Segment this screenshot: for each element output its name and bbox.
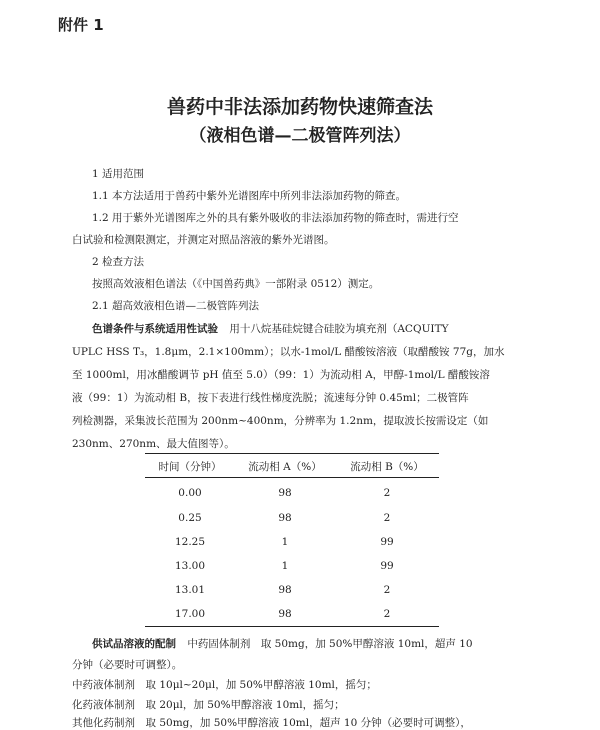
sample-line1 [92, 636, 473, 651]
table-bottom-rule [145, 626, 439, 627]
conditions-line5: 列检测器，采集波长范围为 200nm~400nm，分辨率为 1.2nm，提取波长按需设定（如 [72, 415, 489, 427]
table-cell: 1 [281, 536, 289, 548]
table-cell: 2 [383, 584, 391, 596]
sample-line3: 中药液体制剂 取 10μl~20μl，加 50%甲醇溶液 10ml，摇匀； [72, 679, 377, 691]
document-title: 兽药中非法添加药物快速筛查法 [166, 96, 433, 118]
sample-line2: 分钟（必要时可调整）。 [72, 659, 183, 671]
table-cell: 2 [383, 512, 391, 524]
document-subtitle: （液相色谱—二极管阵列法） [189, 126, 411, 146]
section-1-heading: 1 适用范围 [92, 168, 145, 180]
sample-label: 供试品溶液的配制 [92, 638, 176, 650]
table-cell: 98 [278, 584, 292, 596]
conditions-text-1: 用十八烷基硅烷键合硅胶为填充剂（ACQUITY [229, 323, 449, 335]
section-1-2-line2: 白试验和检测限测定，并测定对照品溶液的紫外光谱图。 [72, 234, 335, 246]
sample-line5: 其他化药制剂 取 50mg，加 50%甲醇溶液 10ml，超声 10 分钟（必要时可调整）， [72, 717, 471, 729]
table-cell: 1 [281, 560, 289, 572]
sample-text-1: 中药固体制剂 取 50mg，加 50%甲醇溶液 10ml，超声 10 [187, 638, 473, 650]
table-header-phase-b: 流动相 B（%） [350, 461, 424, 473]
table-header-time: 时间（分钟） [158, 461, 222, 473]
table-cell: 13.01 [174, 584, 206, 596]
conditions-line4: 液（99：1）为流动相 B，按下表进行线性梯度洗脱；流速每分钟 0.45ml；二极管阵 [72, 392, 469, 404]
table-top-rule [145, 453, 439, 454]
conditions-line2: UPLC HSS T₃，1.8μm，2.1×100mm）；以水-1mol/L 醋酸铵溶液（取醋酸铵 77g，加水 [72, 346, 505, 358]
table-cell: 13.00 [174, 560, 206, 572]
conditions-line3: 至 1000ml，用冰醋酸调节 pH 值至 5.0）（99：1）为流动相 A，甲醇-1mol/L 醋酸铵溶 [72, 369, 490, 381]
table-cell: 99 [380, 536, 394, 548]
table-cell: 12.25 [174, 536, 206, 548]
table-cell: 98 [278, 487, 292, 499]
table-cell: 0.25 [178, 512, 202, 524]
section-1-1: 1.1 本方法适用于兽药中紫外光谱图库中所列非法添加药物的筛查。 [92, 190, 407, 202]
section-2-text: 按照高效液相色谱法（《中国兽药典》一部附录 0512）测定。 [92, 278, 380, 290]
table-cell: 98 [278, 608, 292, 620]
table-header-rule [145, 477, 439, 478]
table-cell: 0.00 [178, 487, 202, 499]
section-2-heading: 2 检查方法 [92, 256, 145, 268]
table-cell: 2 [383, 608, 391, 620]
sample-line4: 化药液体制剂 取 20μl，加 50%甲醇溶液 10ml，摇匀； [72, 699, 345, 711]
table-header-phase-a: 流动相 A（%） [248, 461, 322, 473]
attachment-label: 附件 1 [58, 16, 104, 34]
conditions-line6: 230nm、270nm、最大值图等）。 [72, 438, 235, 450]
table-cell: 17.00 [174, 608, 206, 620]
table-cell: 2 [383, 487, 391, 499]
table-cell: 99 [380, 560, 394, 572]
conditions-label: 色谱条件与系统适用性试验 [92, 323, 218, 335]
section-1-2-line1: 1.2 用于紫外光谱图库之外的具有紫外吸收的非法添加药物的筛查时，需进行空 [92, 212, 459, 224]
section-2-1-heading: 2.1 超高效液相色谱—二极管阵列法 [92, 300, 260, 312]
conditions-line1 [92, 321, 449, 336]
table-cell: 98 [278, 512, 292, 524]
